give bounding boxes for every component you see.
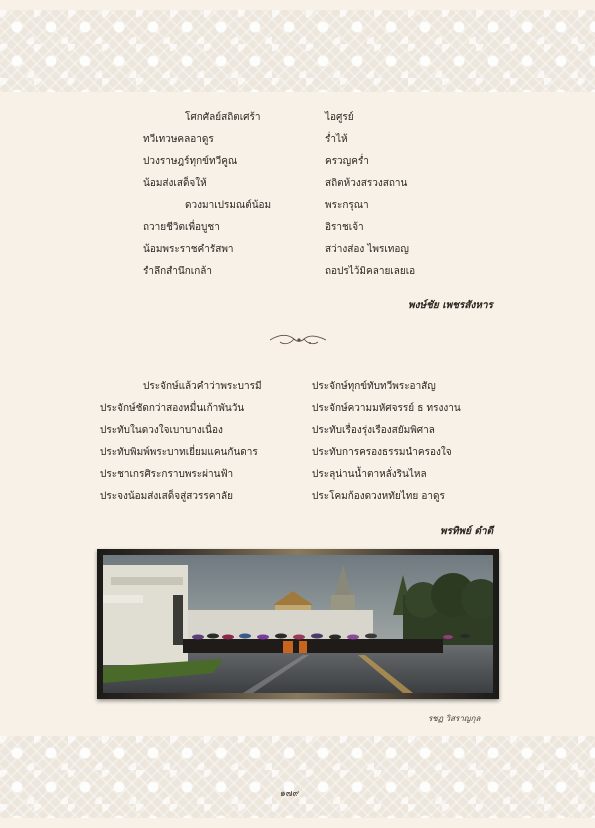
poem2-left-line: ประจงน้อมส่งเสด็จสู่สวรรคาลัย [100, 491, 233, 502]
poem1-left-line: น้อมพระราชคำรัสพา [143, 244, 234, 255]
poem1-right-line: ไอศูรย์ [325, 112, 354, 123]
poem1-right-line: อิราชเจ้า [325, 222, 364, 233]
poem1-right-line: ร่ำไห้ [325, 134, 348, 145]
poem2-right-line: ประลุน่านน้ำตาหลั่งรินไหล [312, 469, 427, 480]
poem1-author: พงษ์ชัย เพชรสังหาร [408, 300, 493, 311]
photo-credit: รชฏ วิสราญกุล [428, 714, 481, 723]
poem2-left-line: ประชาเกรศิระกราบพระผ่านฟ้า [100, 469, 234, 480]
poem2-right-line: ประทับเรื่องรุ่งเรืองสยัมพิศาล [312, 425, 435, 436]
poem1-right-line: สถิตห้วงสรวงสถาน [325, 178, 408, 189]
poem2-right-line: ประจักษ์ความมหัศจรรย์ ธ ทรงงาน [312, 403, 461, 414]
poem1-left-line: โศกศัลย์สถิตเศร้า [185, 112, 261, 123]
poem1-left-line: ถวายชีวิตเพื่อบูชา [143, 222, 220, 233]
palace-crowd-photo [103, 555, 493, 693]
poem1-right-line: ครวญคร่ำ [325, 156, 369, 167]
poem1-right-line: พระกรุณา [325, 200, 369, 211]
poem2-right-line: ประโคมก้องดวงหทัยไทย อาดูร [312, 491, 445, 502]
poem1-left-line: ปวงราษฎร์ทุกข์ทวีคูณ [143, 156, 238, 167]
poem1-right-line: สว่างส่อง ไพรเทอญ [325, 244, 409, 255]
photo-frame [97, 549, 499, 699]
poem1-left-line: รำลึกสำนึกเกล้า [143, 266, 212, 277]
bottom-decorative-band [0, 736, 595, 818]
flourish-ornament-icon [268, 330, 328, 350]
poem2-right-line: ประทับการครองธรรมนำครองใจ [312, 447, 452, 458]
page-number: ๑๗๙ [280, 789, 300, 799]
poem2-right-line: ประจักษ์ทุกข์ทับทวีพระอาสัญ [312, 381, 436, 392]
poem2-left-line: ประจักษ์แล้วคำว่าพระบารมี [143, 381, 262, 392]
poem1-left-line: น้อมส่งเสด็จให้ [143, 178, 207, 189]
poem1-right-line: ถอปรไว้มิคลายเลยเอ [325, 266, 416, 277]
poem2-left-line: ประจักษ์ชัดกว่าสองหมื่นเก้าพันวัน [100, 403, 245, 414]
poem2-left-line: ประทับในดวงใจเบาบางเนื่อง [100, 425, 223, 436]
poem1-left-line: ดวงมาเปรมณต์น้อม [185, 200, 272, 211]
top-decorative-band [0, 10, 595, 92]
poem2-author: พรทิพย์ ดำดี [440, 526, 494, 537]
poem1-left-line: ทวีเทวษคลอาดูร [143, 134, 214, 145]
poem2-left-line: ประทับพิมพ์พระบาทเยี่ยมแคนกันดาร [100, 447, 258, 458]
